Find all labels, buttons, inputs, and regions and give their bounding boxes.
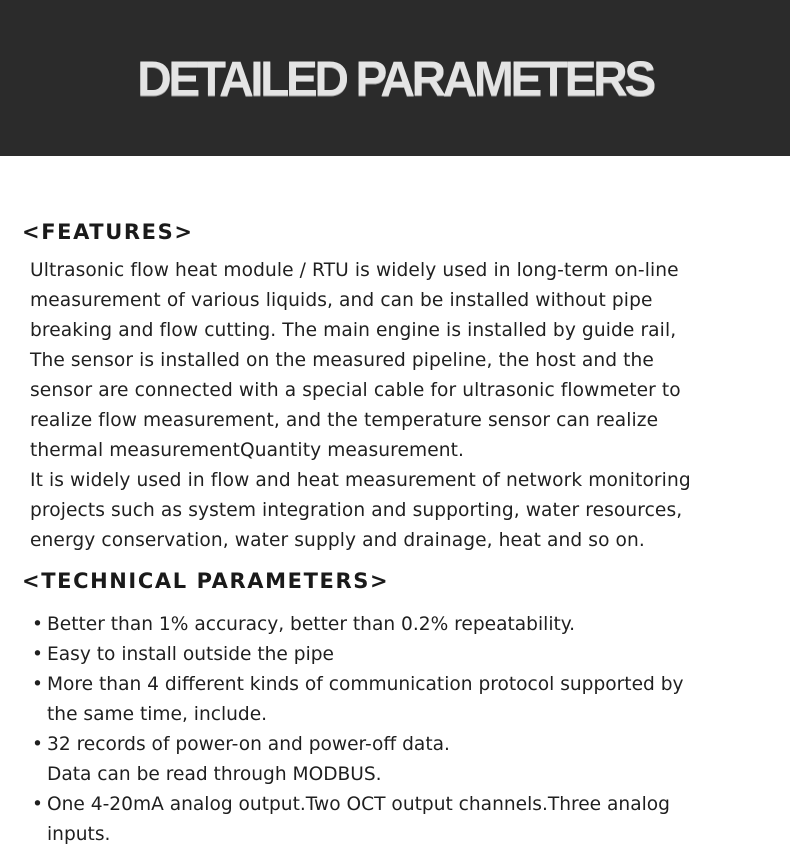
title-banner — [0, 0, 790, 156]
features-line: The sensor is installed on the measured pipeline, the host and the — [30, 350, 654, 371]
features-line: It is widely used in flow and heat measurement of network monitoring — [30, 470, 691, 491]
bullet-icon: • — [32, 794, 43, 815]
page-title: DETAILED PARAMETERS — [137, 51, 653, 107]
list-item-text: Easy to install outside the pipe — [47, 644, 334, 665]
features-heading: <FEATURES> — [22, 220, 194, 244]
list-item-text-continued: the same time, include. — [47, 704, 268, 725]
bullet-icon: • — [32, 644, 43, 665]
list-item — [32, 610, 782, 640]
features-line: breaking and flow cutting. The main engine is installed by guide rail, — [30, 320, 677, 341]
features-paragraph — [30, 256, 780, 556]
list-item-text-continued: Data can be read through MODBUS. — [47, 764, 382, 785]
features-line: Ultrasonic flow heat module / RTU is widely used in long-term on-line — [30, 260, 679, 281]
list-item-text: Better than 1% accuracy, better than 0.2% repeatability. — [47, 614, 576, 635]
bullet-icon: • — [32, 674, 43, 695]
bullet-icon: • — [32, 734, 43, 755]
bullet-icon: • — [32, 614, 43, 635]
list-item — [32, 790, 782, 850]
features-line: realize flow measurement, and the temperature sensor can realize — [30, 410, 659, 431]
list-item — [32, 670, 782, 730]
technical-parameters-list — [32, 610, 782, 850]
list-item-text: One 4-20mA analog output.Two OCT output channels.Three analog — [47, 794, 670, 815]
list-item — [32, 730, 782, 790]
technical-parameters-heading: <TECHNICAL PARAMETERS> — [22, 569, 390, 593]
list-item-text: More than 4 different kinds of communication protocol supported by — [47, 674, 684, 695]
features-line: thermal measurementQuantity measurement. — [30, 440, 465, 461]
list-item-text: 32 records of power-on and power-off data. — [47, 734, 450, 755]
features-line: sensor are connected with a special cable for ultrasonic flowmeter to — [30, 380, 681, 401]
features-line: measurement of various liquids, and can be installed without pipe — [30, 290, 653, 311]
features-line: energy conservation, water supply and drainage, heat and so on. — [30, 530, 645, 551]
list-item-text-continued: inputs. — [47, 824, 111, 845]
features-line: projects such as system integration and supporting, water resources, — [30, 500, 683, 521]
list-item — [32, 640, 782, 670]
